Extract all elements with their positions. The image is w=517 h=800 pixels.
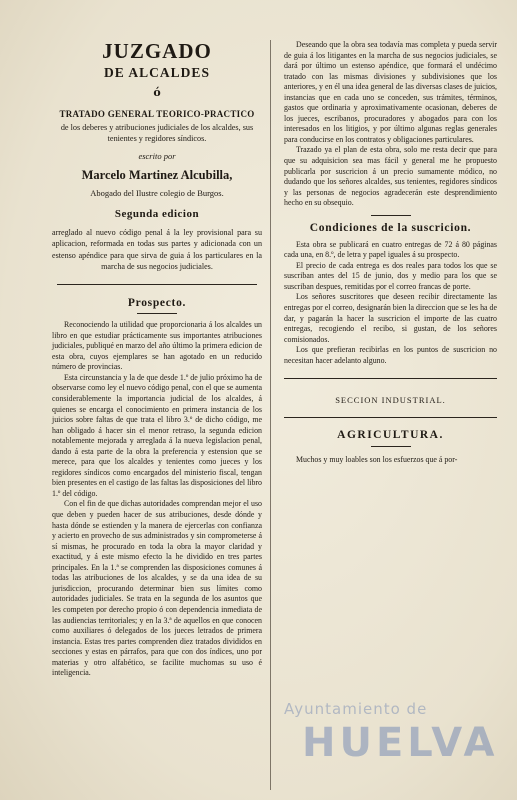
prospecto-paragraph: Reconociendo la utilidad que proporcionaria á los alcaldes un libro en que estudiar prácticamente sus importantes atribuciones judiciales, publiqué en marzo del año último la primera edicion de esta obra, cuyos ejemplares se han agotado en un reducido número de provincias. bbox=[52, 320, 262, 372]
agricultura-body bbox=[284, 455, 497, 466]
treatise-description: de los deberes y atribuciones judiciales de los alcaldes, sus tenientes y regidores síndicos. bbox=[60, 123, 254, 143]
left-column bbox=[52, 38, 262, 678]
prospecto-paragraph: Trazado ya el plan de esta obra, solo me resta decir que para que su adquisicion sea mas fácil y general me he propuesto publicarla por suscricion á un precio sumamente módico, no dudando que los señores alcaldes, sus tenientes, regidores síndicos y las personas de negocios agradecerán este desprendimiento hecho en su obsequio. bbox=[284, 145, 497, 208]
main-title: JUZGADO bbox=[102, 39, 212, 63]
condiciones-heading: Condiciones de la suscricion. bbox=[309, 221, 472, 234]
author-credential: Abogado del Ilustre colegio de Burgos. bbox=[90, 188, 224, 198]
author-name: Marcelo Martinez Alcubilla, bbox=[81, 168, 233, 182]
column-divider bbox=[270, 40, 271, 790]
prospecto-paragraph: Con el fin de que dichas autoridades comprendan mejor el uso que deben y pueden hacer de sus atribuciones, desde dónde y hasta dónde se estienden y la manera de ejercerlas con confianza y acierto en provecho de sus administrados y sin comprometerse á sí mismas, he procurado en toda la obra la mayor claridad y exactitud, y á este mismo efecto la he dividido en tres partes principales. En la 1.ª se comprenden las disposiciones comunes á todas las atribuciones de los alcaldes, y se da una idea de su jurisdiccion, procurando determinar bien sus límites como autoridades judiciales. Se trata en la segunda de los asuntos que les competen por derecho propio ó con dependencia inmediata de las audiencias territoriales; y en la 3.ª de aquellos en que conocen como auxiliares ó delegados de los jueces letrados de primera instancia. Estas tres partes comprenden diez tratados divididos en secciones y estas en párrafos, para que con dos índices, uno por materias y otro alfabético, se facilite muchomas su uso é inteligencia. bbox=[52, 499, 262, 678]
edition-heading: Segunda edicion bbox=[114, 208, 200, 220]
condiciones-paragraph: Los señores suscritores que deseen recibir directamente las entregas por el correo, designarán bien la direccion que se les ha de dar, y pagarán la hacer la suscricion el importe de las cuatro entregas, recogiendo el recibo, si gustan, de los señores comisionados. bbox=[284, 292, 497, 344]
prospecto-paragraph: Deseando que la obra sea todavía mas completa y pueda servir de guia á los litigantes en la marcha de sus negocios judiciales, se dará por último un estenso apéndice, que formará el undécimo tratado con las mismas divisiones y subdivisiones que los anteriores, y en él una idea general de las diversas clases de juicios, instancias que en cada uno se conceden, sus trámites, términos, gastos que ordinaria y aproximativamente ocasionan, deberes de los jueces, escribanos, procuradores y abogados para con los interesados en los litigios, y por último algunas reglas generales para conducirse en los contratos y obligaciones particulares. bbox=[284, 40, 497, 144]
watermark-bottom-text: HUELVA bbox=[302, 720, 499, 766]
condiciones-body bbox=[284, 240, 497, 367]
prospecto-body-right bbox=[284, 40, 497, 209]
right-column bbox=[284, 40, 497, 466]
section-industrial-label: SECCION INDUSTRIAL. bbox=[335, 395, 446, 406]
agricultura-heading: AGRICULTURA. bbox=[337, 429, 444, 442]
agricultura-paragraph: Muchos y muy loables son los esfuerzos que á por- bbox=[296, 455, 458, 465]
prospecto-paragraph: Esta circunstancia y la de que desde 1.º de julio próximo ha de observarse como ley el nuevo código penal, con el que se aumenta considerablemente la importancia judicial de los alcaldes, á quienes se encarga el conocimiento en primera instancia de los juicios sobre faltas de que trata el libro 3.º de dicho código, me han obligado á hacer sin el menor retraso, la segunda edicion notablemente mejorada y arreglada á la nueva legislacion penal, dando á esta parte de la obra la preferencia y estension que se merece, para que los alcaldes y tenientes como jueces y los regidores síndicos como encargados del ministerio fiscal, tengan bien presentes en el castigo de las faltas las disposiciones del libro 1.º del código. bbox=[52, 372, 262, 498]
heading-underline bbox=[137, 313, 177, 314]
treatise-title: TRATADO GENERAL TEORICO-PRACTICO bbox=[59, 109, 255, 119]
section-rule bbox=[371, 215, 411, 216]
archive-watermark bbox=[262, 700, 499, 790]
heading-underline bbox=[371, 446, 411, 447]
title-conjunction: ó bbox=[153, 86, 161, 99]
section-rule bbox=[57, 284, 257, 285]
prospecto-heading: Prospecto. bbox=[127, 297, 187, 310]
section-rule bbox=[284, 417, 497, 418]
prospecto-body-left bbox=[52, 320, 262, 678]
main-subtitle: DE ALCALDES bbox=[104, 65, 210, 80]
edition-description: arreglado al nuevo código penal á la ley provisional para su aplicacion, reformada en todas sus partes y adicionada con un estenso apéndice para que sirva de guia á los particulares en la marcha de sus negocios judiciales. bbox=[52, 228, 262, 271]
watermark-top-text: Ayuntamiento de bbox=[284, 700, 428, 718]
condiciones-paragraph: El precio de cada entrega es dos reales para todos los que se suscriban antes del 15 de junio, dos y medio para los que se suscriban despues, remitidas por el correo francas de porte. bbox=[284, 260, 497, 291]
masthead bbox=[52, 38, 262, 222]
condiciones-paragraph: Esta obra se publicará en cuatro entregas de 72 á 80 páginas cada una, en 8.º, de letra y papel iguales á su prospecto. bbox=[284, 239, 497, 260]
condiciones-paragraph: Los que prefieran recibirlas en los puntos de suscricion no necesitan hacer adelanto alguno. bbox=[284, 345, 497, 365]
section-rule bbox=[284, 378, 497, 379]
written-by-label: escrito por bbox=[138, 151, 176, 161]
